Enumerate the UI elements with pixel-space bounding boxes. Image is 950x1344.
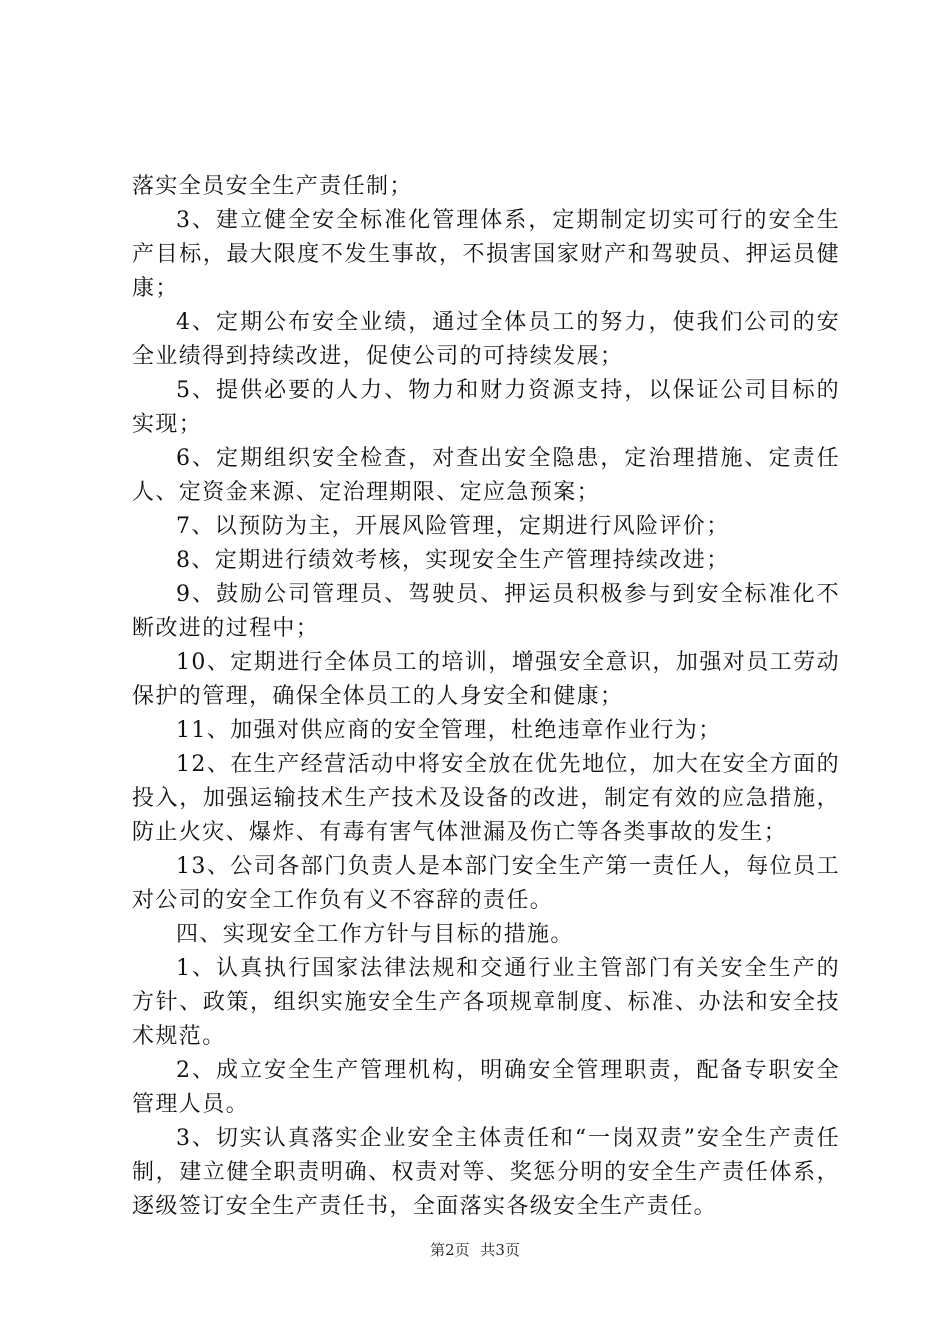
paragraph: 12、在生产经营活动中将安全放在优先地位，加大在安全方面的投入，加强运输技术生产技术及设备的改进，制定有效的应急措施，防止火灾、爆炸、有毒有害气体泄漏及伤亡等各类事故的发生；	[132, 752, 840, 845]
paragraph: 13、公司各部门负责人是本部门安全生产第一责任人，每位员工对公司的安全工作负有义不容辞的责任。	[132, 854, 840, 913]
paragraph: 9、鼓励公司管理员、驾驶员、押运员积极参与到安全标准化不断改进的过程中；	[132, 582, 840, 641]
paragraph: 3、建立健全安全标准化管理体系，定期制定切实可行的安全生产目标，最大限度不发生事故，不损害国家财产和驾驶员、押运员健康；	[132, 208, 840, 301]
paragraph: 3、切实认真落实企业安全主体责任和“一岗双责”安全生产责任制，建立健全职责明确、权责对等、奖惩分明的安全生产责任体系，逐级签订安全生产责任书，全面落实各级安全生产责任。	[132, 1126, 840, 1219]
section-heading: 四、实现安全工作方针与目标的措施。	[176, 922, 574, 947]
paragraph: 1、认真执行国家法律法规和交通行业主管部门有关安全生产的方针、政策，组织实施安全生产各项规章制度、标准、办法和安全技术规范。	[132, 956, 840, 1049]
paragraph: 2、成立安全生产管理机构，明确安全管理职责，配备专职安全管理人员。	[132, 1058, 840, 1117]
document-body	[132, 170, 840, 1224]
paragraph: 5、提供必要的人力、物力和财力资源支持，以保证公司目标的实现；	[132, 378, 840, 437]
paragraph: 10、定期进行全体员工的培训，增强安全意识，加强对员工劳动保护的管理，确保全体员工的人身安全和健康；	[132, 650, 840, 709]
page-footer	[0, 1240, 950, 1260]
paragraph: 7、以预防为主，开展风险管理，定期进行风险评价；	[176, 514, 730, 539]
page-number: 第2页	[430, 1241, 470, 1259]
paragraph: 4、定期公布安全业绩，通过全体员工的努力，使我们公司的安全业绩得到持续改进，促使公司的可持续发展；	[132, 310, 840, 369]
paragraph: 8、定期进行绩效考核，实现安全生产管理持续改进；	[176, 548, 730, 573]
paragraph: 6、定期组织安全检查，对查出安全隐患，定治理措施、定责任人、定资金来源、定治理期限、定应急预案；	[132, 446, 840, 505]
paragraph: 11、加强对供应商的安全管理，杜绝违章作业行为；	[176, 718, 722, 743]
paragraph: 落实全员安全生产责任制；	[132, 174, 413, 199]
page-total: 共3页	[480, 1241, 520, 1259]
